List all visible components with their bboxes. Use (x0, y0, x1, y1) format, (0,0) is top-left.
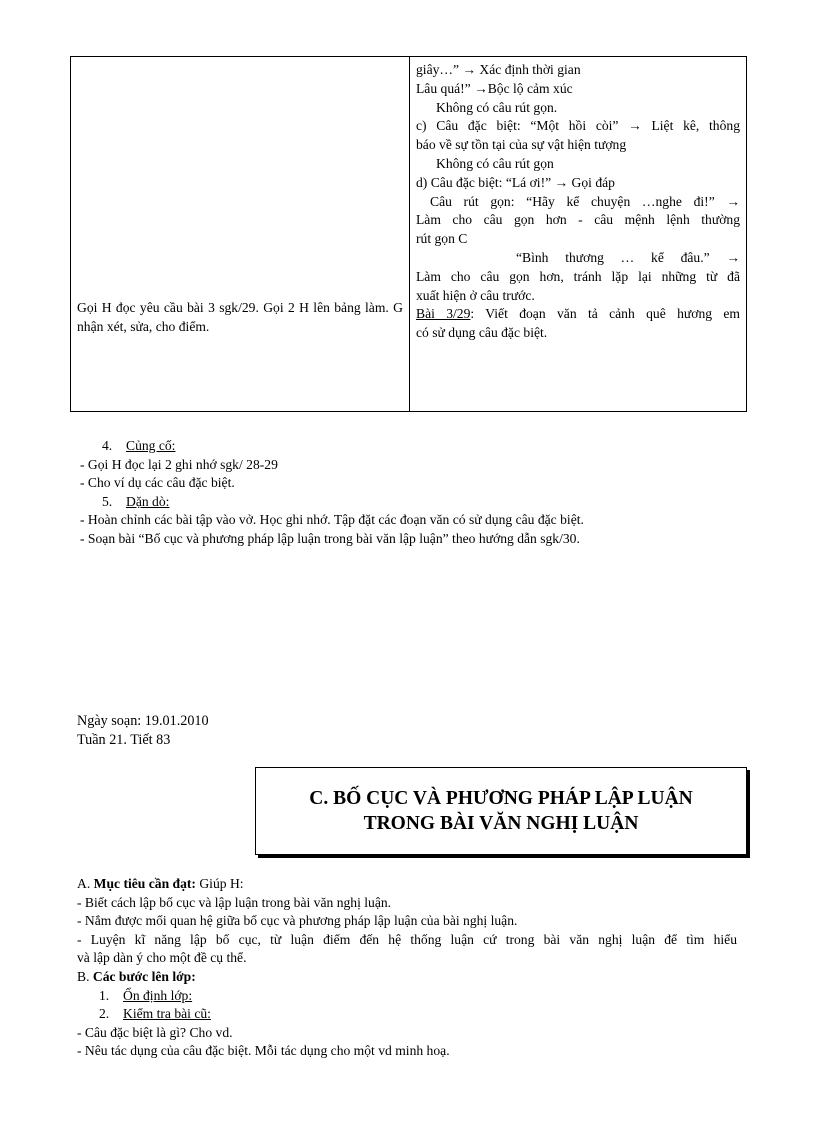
consolidation-item: - Gọi H đọc lại 2 ghi nhớ sgk/ 28-29 (80, 456, 278, 472)
step-label: Kiểm tra bài cũ: (123, 1006, 211, 1022)
homework-title: Dặn dò: (126, 493, 170, 509)
lesson-title-line-1: C. BỐ CỤC VÀ PHƯƠNG PHÁP LẬP LUẬN (309, 788, 693, 809)
lesson-table (70, 56, 747, 412)
teacher-activity-text: Gọi H đọc yêu cầu bài 3 sgk/29. Gọi 2 H lên bảng làm. G nhận xét, sửa, cho điểm. (77, 300, 403, 334)
consolidation-section (80, 437, 740, 549)
lesson-body (77, 875, 737, 1061)
content-line: Không có câu rút gọn (436, 155, 554, 171)
step-item (77, 987, 737, 1006)
content-line: “Bình thương … kể đâu.” → (516, 249, 740, 265)
steps-heading (77, 968, 737, 987)
consolidation-title: Củng cố: (126, 438, 176, 453)
step-number: 2. (99, 1006, 110, 1022)
consolidation-item: - Cho ví dụ các câu đặc biệt. (80, 475, 235, 491)
content-line: c) Câu đặc biệt: “Một hồi còi” → Liệt kê, thông (416, 118, 740, 134)
objectives-prefix: A. (77, 876, 94, 891)
exercise-3-text: : Viết đoạn văn tả cảnh quê hương em (470, 306, 740, 322)
step-item (77, 1005, 737, 1024)
homework-number: 5. (102, 493, 113, 509)
content-line: Làm cho câu gọn hơn, tránh lặp lại những từ đã (416, 268, 740, 284)
content-line: Lâu quá!” →Bộc lộ cảm xúc (416, 80, 573, 96)
steps-title: Các bước lên lớp: (92, 968, 196, 984)
teacher-activity-cell (71, 57, 410, 412)
objective-item: - Biết cách lập bố cục và lập luận trong bài văn nghị luận. (77, 894, 392, 910)
week-period: Tuần 21. Tiết 83 (77, 731, 171, 748)
homework-item: - Soạn bài “Bố cục và phương pháp lập luận trong bài văn lập luận” theo hướng dẫn sgk/30. (80, 530, 580, 546)
review-item: - Câu đặc biệt là gì? Cho vd. (77, 1024, 233, 1040)
consolidation-number: 4. (102, 438, 113, 453)
consolidation-heading (80, 437, 740, 456)
prep-date: Ngày soạn: 19.01.2010 (77, 713, 209, 729)
lesson-title-box (255, 767, 747, 855)
content-line: Câu rút gọn: “Hãy kể chuyện …nghe đi!” → (430, 193, 740, 209)
objective-item: - Luyện kĩ năng lập bố cục, từ luận điểm đến hệ thống luận cứ trong bài văn nghị luận để tìm hiểu (77, 931, 737, 947)
step-label: Ổn định lớp: (123, 987, 193, 1003)
objective-item-cont: và lập dàn ý cho một đề cụ thể. (77, 950, 247, 966)
table-row (71, 57, 747, 412)
objective-item: - Nắm được mối quan hệ giữa bố cục và phương pháp lập luận của bài nghị luận. (77, 913, 518, 929)
homework-item: - Hoàn chỉnh các bài tập vào vở. Học ghi nhớ. Tập đặt các đoạn văn có sử dụng câu đặc biệt. (80, 512, 584, 528)
objectives-suffix: Giúp H: (195, 876, 244, 891)
lesson-title-line-2: TRONG BÀI VĂN NGHỊ LUẬN (363, 813, 639, 834)
content-line: Làm cho câu gọn hơn - câu mệnh lệnh thường (416, 212, 740, 228)
content-line: giây…” → Xác định thời gian (416, 62, 581, 77)
content-line: rút gọn C (416, 231, 468, 247)
exercise-3-text-cont: có sử dụng câu đặc biệt. (416, 325, 548, 341)
content-line: xuất hiện ở câu trước. (416, 287, 535, 303)
exercise-3-line (416, 305, 740, 324)
step-number: 1. (99, 987, 110, 1003)
review-item: - Nêu tác dụng của câu đặc biệt. Mỗi tác dụng cho một vd minh hoạ. (77, 1043, 450, 1059)
objectives-title: Mục tiêu cần đạt: (93, 876, 196, 891)
lesson-meta (77, 712, 209, 749)
content-line: Không có câu rút gọn. (436, 99, 558, 115)
steps-prefix: B. (77, 968, 93, 984)
content-line: báo về sự tồn tại của sự vật hiện tượng (416, 137, 627, 153)
homework-heading (80, 493, 740, 512)
objectives-heading (77, 875, 737, 894)
exercise-3-label: Bài 3/29 (416, 306, 471, 322)
content-lines (416, 61, 740, 305)
content-line: d) Câu đặc biệt: “Lá ơi!” → Gọi đáp (416, 174, 615, 190)
content-cell (410, 57, 747, 412)
